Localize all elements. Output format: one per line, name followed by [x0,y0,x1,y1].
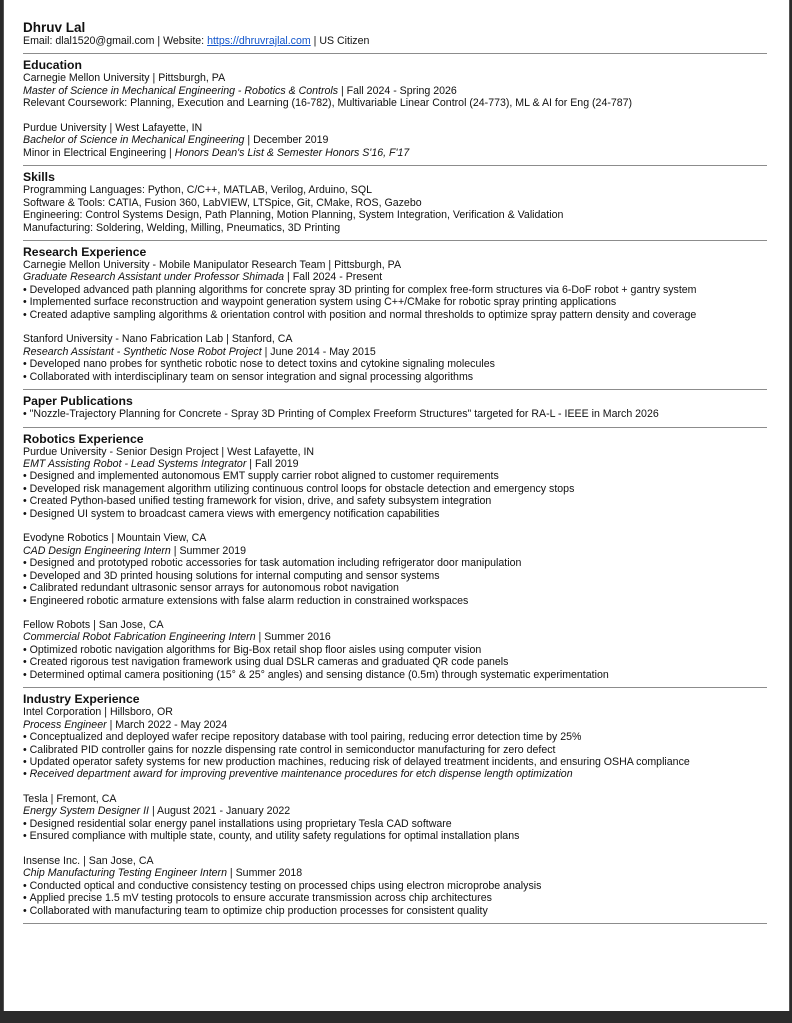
entry-role: CAD Design Engineering Intern [23,544,171,557]
entry-org: Purdue University | West Lafayette, IN [23,121,203,134]
entry-org: Stanford University - Nano Fabrication Lab | Stanford, CA [23,333,293,346]
bullet-item: • Calibrated redundant ultrasonic sensor arrays for autonomous robot navigation [23,582,771,594]
bullet-item: • Created adaptive sampling algorithms & orientation control with position and normal thresholds to optimize spray pattern density and coverage [23,309,771,321]
section-divider [23,427,767,428]
bullet-list [23,408,771,420]
section-divider [23,165,767,166]
entry-role-line [23,631,771,643]
bullet-item: • Created rigorous test navigation framework using dual DSLR cameras and graduated QR code panels [23,656,771,668]
bullet-item: • Ensured compliance with multiple state, county, and utility safety regulations for optimal installation plans [23,830,771,842]
minor: Minor in Electrical Engineering | [23,146,175,159]
entry-dates: | June 2014 - May 2015 [261,345,376,358]
honors: Honors Dean's List & Semester Honors S'16, F'17 [174,146,410,159]
entry-dates: | Fall 2024 - Present [284,271,383,284]
bullet-item: • Collaborated with interdisciplinary team on sensor integration and signal processing algorithms [23,371,771,383]
entry-org: Carnegie Mellon University | Pittsburgh, PA [23,72,226,85]
bullet-item: • Designed and prototyped robotic accessories for task automation including refrigerator door manipulation [23,557,771,569]
entry-dates: | December 2019 [244,134,329,147]
entry-dates: | Fall 2019 [246,457,299,470]
bullet-list [23,358,771,383]
robotics-entry-evodyne [23,532,771,607]
entry-role-line [23,805,771,817]
entry-org: Intel Corporation | Hillsboro, OR [23,706,173,719]
bullet-list [23,880,771,917]
publications-heading: Paper Publications [23,394,133,409]
education-entry-cmu [23,72,771,109]
entry-degree: Bachelor of Science in Mechanical Engineering [23,134,245,147]
award-bullet: • Received department award for improving preventive maintenance procedures for etch dispense length optimization [23,768,771,780]
entry-degree: Master of Science in Mechanical Engineering - Robotics & Controls [23,84,339,97]
research-heading: Research Experience [23,244,147,259]
bullet-item: • Designed residential solar energy panel installations using proprietary Tesla CAD software [23,818,771,830]
section-divider [23,53,767,54]
bullet-item: • Developed advanced path planning algorithms for concrete spray 3D printing for complex free-form structures via 6-DoF robot + gantry system [23,284,771,296]
entry-role: Energy System Designer II [23,805,149,818]
robotics-heading: Robotics Experience [23,431,144,446]
bullet-item: • Created Python-based unified testing framework for vision, drive, and safety subsystem integration [23,495,771,507]
skills-heading: Skills [23,170,55,185]
bullet-item: • Conceptualized and deployed wafer recipe repository database with tool pairing, reducing error detection time by 25% [23,731,771,743]
bullet-item: • Applied precise 1.5 mV testing protocols to ensure accurate transmission across chip architectures [23,892,771,904]
entry-org: Evodyne Robotics | Mountain View, CA [23,532,207,545]
bullet-item: • Developed risk management algorithm utilizing continuous control loops for obstacle detection and emergency stops [23,483,771,495]
robotics-entry-purdue [23,446,771,521]
education-entry-purdue [23,122,771,159]
candidate-name: Dhruv Lal [23,20,86,35]
bullet-item: • Designed UI system to broadcast camera views with emergency notification capabilities [23,508,771,520]
entry-role-line [23,346,771,358]
bullet-item: • Engineered robotic armature extensions with false alarm reduction in constrained workspaces [23,595,771,607]
education-heading: Education [23,58,82,73]
minor-line [23,147,771,159]
entry-org: Purdue University - Senior Design Project | West Lafayette, IN [23,445,315,458]
contact-email: Email: dlal1520@gmail.com | Website: [23,35,208,47]
entry-role: Research Assistant - Synthetic Nose Robot Project [23,345,262,358]
skills-line: Software & Tools: CATIA, Fusion 360, LabVIEW, LTSpice, Git, CMake, ROS, Gazebo [23,196,422,209]
research-entry-cmu [23,259,771,321]
bullet-item: • Implemented surface reconstruction and waypoint generation system using C++/CMake for robotic spray printing applications [23,296,771,308]
industry-entry-intel [23,706,771,781]
bullet-item: • Developed and 3D printed housing solutions for internal computing and sensor systems [23,570,771,582]
entry-org: Insense Inc. | San Jose, CA [23,854,154,867]
bullet-list [23,644,771,681]
entry-role-line [23,719,771,731]
entry-org: Fellow Robots | San Jose, CA [23,618,164,631]
bullet-list [23,731,771,781]
bullet-item: • Optimized robotic navigation algorithms for Big-Box retail shop floor aisles using computer vision [23,644,771,656]
skills-line: Engineering: Control Systems Design, Path Planning, Motion Planning, System Integration, Verification & Validation [23,209,564,222]
entry-dates: | Fall 2024 - Spring 2026 [338,84,457,97]
section-divider [23,687,767,688]
bullet-list [23,557,771,607]
entry-role: EMT Assisting Robot - Lead Systems Integrator [23,457,247,470]
entry-org: Tesla | Fremont, CA [23,792,117,805]
bullet-item: • Calibrated PID controller gains for nozzle dispensing rate control in semiconductor manufacturing for zero defect [23,744,771,756]
industry-entry-insense [23,855,771,917]
entry-dates: | Summer 2019 [170,544,246,557]
entry-role-line [23,458,771,470]
entry-role-line [23,271,771,283]
publication-item: • "Nozzle-Trajectory Planning for Concrete - Spray 3D Printing of Complex Freeform Structures" targeted for RA-L - IEEE in March 2026 [23,408,771,420]
entry-dates: | March 2022 - May 2024 [106,718,228,731]
research-entry-stanford [23,333,771,383]
entry-dates: | August 2021 - January 2022 [149,805,291,818]
bullet-list [23,470,771,520]
entry-role: Graduate Research Assistant under Professor Shimada [23,271,285,284]
robotics-entry-fellow [23,619,771,681]
website-link[interactable]: https://dhruvrajlal.com [207,35,311,47]
section-divider [23,389,767,390]
bullet-item: • Developed nano probes for synthetic robotic nose to detect toxins and cytokine signaling molecules [23,358,771,370]
entry-org: Carnegie Mellon University - Mobile Manipulator Research Team | Pittsburgh, PA [23,258,402,271]
entry-role: Commercial Robot Fabrication Engineering Intern [23,631,256,644]
entry-role: Process Engineer [23,718,107,731]
resume-content [23,20,771,924]
skills-line: Manufacturing: Soldering, Welding, Milling, Pneumatics, 3D Printing [23,221,341,234]
resume-page [3,0,790,1011]
bullet-item: • Updated operator safety systems for new production machines, reducing risk of delayed treatment incidents, and ensuring OSHA compliance [23,756,771,768]
entry-dates: | Summer 2018 [226,867,303,880]
entry-role-line [23,85,771,97]
section-divider [23,923,767,924]
bullet-item: • Conducted optical and conductive consistency testing on processed chips using electron microprobe analysis [23,880,771,892]
citizenship: | US Citizen [310,35,370,47]
bullet-list [23,818,771,843]
industry-heading: Industry Experience [23,692,140,707]
entry-role-line [23,545,771,557]
skills-line: Programming Languages: Python, C/C++, MATLAB, Verilog, Arduino, SQL [23,184,372,197]
bullet-item: • Determined optimal camera positioning (15° & 25° angles) and sensing distance (0.5m) through systematic experimentation [23,669,771,681]
entry-role: Chip Manufacturing Testing Engineer Intern [23,867,227,880]
entry-role-line [23,867,771,879]
bullet-list [23,284,771,321]
section-divider [23,240,767,241]
contact-line [23,35,771,47]
bullet-item: • Designed and implemented autonomous EMT supply carrier robot aligned to customer requirements [23,470,771,482]
entry-dates: | Summer 2016 [255,631,331,644]
relevant-coursework: Relevant Coursework: Planning, Execution and Learning (16-782), Multivariable Linear Control (24-773), ML & AI for Eng (24-787) [23,97,633,110]
bullet-item: • Collaborated with manufacturing team to optimize chip production processes for consistent quality [23,905,771,917]
entry-role-line [23,134,771,146]
industry-entry-tesla [23,793,771,843]
